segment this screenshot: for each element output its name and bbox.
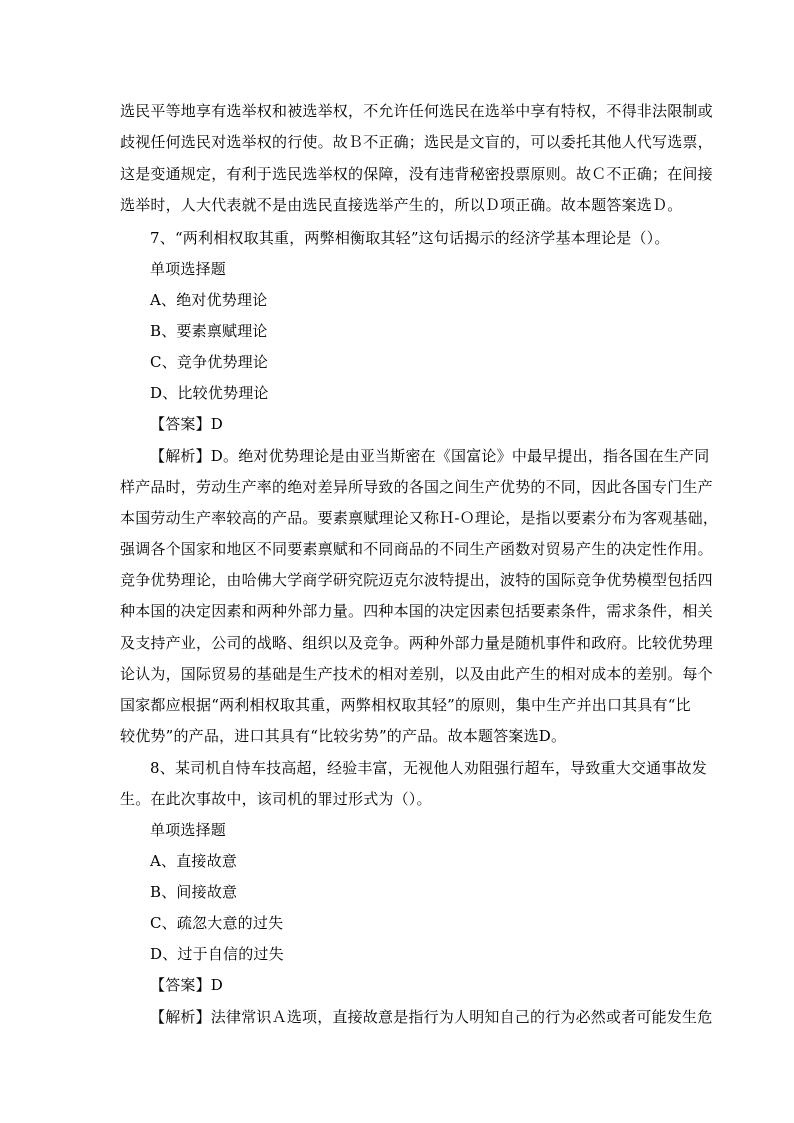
analysis-start: 【解析】法律常识Ａ选项，直接故意是指行为人明知自己的行为必然或者可能发生危	[150, 1008, 713, 1026]
text-line: 歧视任何选民对选举权的行使。故Ｂ不正确；选民是文盲的，可以委托其他人代写选票，	[120, 133, 713, 151]
text-line: 种本国的决定因素和两种外部力量。四种本国的决定因素包括要素条件，需求条件，相关	[120, 602, 713, 620]
text-line: 较优势”的产品，进口其具有“比较劣势”的产品。故本题答案选D。	[120, 727, 567, 745]
text-line: 国家都应根据“两利相权取其重，两弊相权取其轻”的原则，集中生产并出口其具有“比	[120, 696, 691, 714]
option-c: C、疏忽大意的过失	[150, 914, 284, 932]
text-line: 样产品时，劳动生产率的绝对差异所导致的各国之间生产优势的不同，因此各国专门生产	[120, 478, 713, 496]
text-line: 论认为，国际贸易的基础是生产技术的相对差别，以及由此产生的相对成本的差别。每个	[120, 665, 713, 683]
option-a: A、绝对优势理论	[150, 291, 268, 309]
answer: 【答案】D	[150, 415, 224, 433]
option-d: D、比较优势理论	[150, 384, 269, 402]
text-line: 生。在此次事故中，该司机的罪过形式为（）。	[120, 790, 432, 808]
question-7-stem: 7、“两利相权取其重，两弊相衡取其轻”这句话揭示的经济学基本理论是（）。	[150, 229, 670, 247]
text-line: 本国劳动生产率较高的产品。要素禀赋理论又称Ｈ-Ｏ理论，是指以要素分布为客观基础，	[120, 509, 719, 527]
option-c: C、竞争优势理论	[150, 353, 269, 371]
text-line: 选举时，人大代表就不是由选民直接选举产生的，所以Ｄ项正确。故本题答案选Ｄ。	[120, 196, 683, 214]
question-8-stem: 8、某司机自恃车技高超，经验丰富，无视他人劝阻强行超车，导致重大交通事故发	[150, 759, 707, 777]
text-line: 这是变通规定，有利于选民选举权的保障，没有违背秘密投票原则。故Ｃ不正确；在间接	[120, 165, 713, 183]
option-b: B、要素禀赋理论	[150, 322, 268, 340]
question-type: 单项选择题	[150, 821, 227, 839]
answer: 【答案】D	[150, 976, 224, 994]
option-b: B、间接故意	[150, 883, 238, 901]
question-type: 单项选择题	[150, 260, 227, 278]
text-line: 竞争优势理论，由哈佛大学商学研究院迈克尔波特提出，波特的国际竞争优势模型包括四	[120, 571, 713, 589]
text-line: 强调各个国家和地区不同要素禀赋和不同商品的不同生产函数对贸易产生的决定性作用。	[120, 540, 713, 558]
analysis-start: 【解析】D。绝对优势理论是由亚当斯密在《国富论》中最早提出，指各国在生产同	[150, 447, 710, 465]
option-a: A、直接故意	[150, 852, 238, 870]
text-line: 选民平等地享有选举权和被选举权，不允许任何选民在选举中享有特权，不得非法限制或	[120, 102, 713, 120]
option-d: D、过于自信的过失	[150, 945, 284, 963]
text-line: 及支持产业，公司的战略、组织以及竞争。两种外部力量是随机事件和政府。比较优势理	[120, 634, 713, 652]
